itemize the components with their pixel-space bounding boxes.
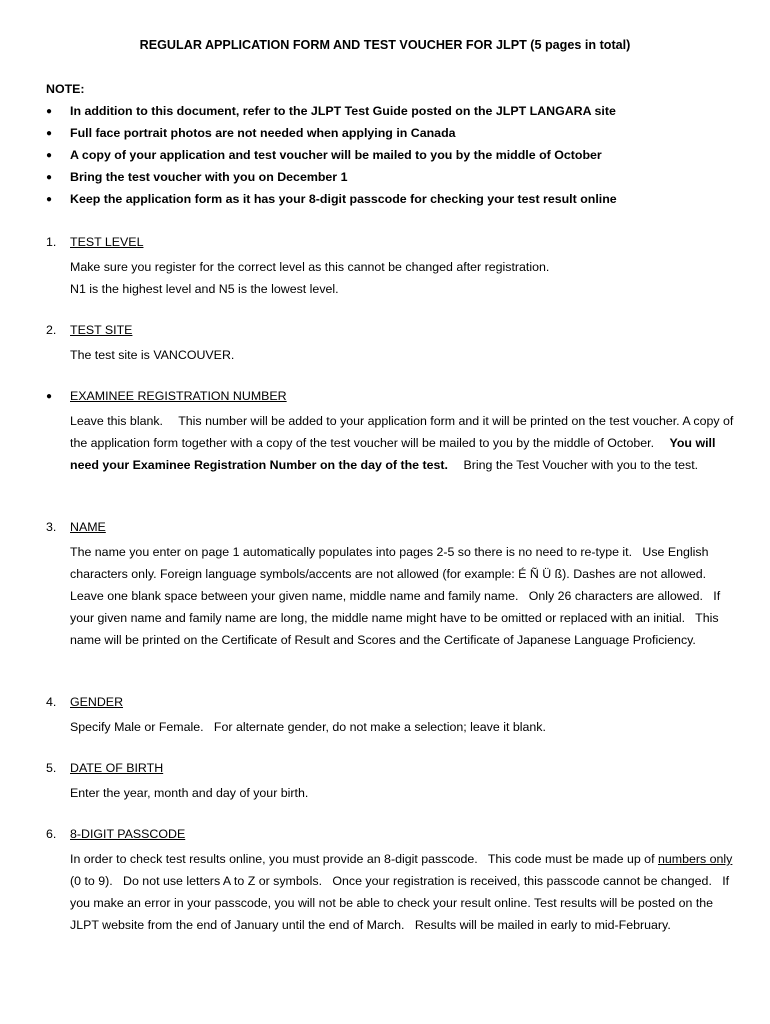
body-line: Make sure you register for the correct level as this cannot be changed after registration. (70, 260, 550, 274)
section-number: 5. (46, 761, 57, 775)
section-passcode (46, 827, 736, 937)
body-line: The test site is VANCOUVER. (70, 348, 235, 362)
body-text-bold: You will need your Examinee Registration Number on the day of the test. (70, 435, 716, 472)
bullet-icon: ● (46, 172, 53, 183)
note-item-text: A copy of your application and test voucher will be mailed to you by the middle of October (70, 148, 602, 162)
note-item-text: Keep the application form as it has your 8-digit passcode for checking your test result online (70, 192, 617, 206)
note-item (46, 104, 617, 126)
section-body: The name you enter on page 1 automatically populates into pages 2-5 so there is no need to re-type it. Use English characters only. Foreign language symbols/accents are not allowed (for example: É Ñ Ü ß). Dashes are not allowed. Leave one blank space between your given name, middle name and family name. Only 26 characters are allowed. If your given name and family name are long, the middle name might have to be omitted or replaced with an initial. This name will be printed on the Certificate of Result and Scores and the Certificate of Japanese Language Proficiency. (70, 545, 724, 647)
note-item-text: Bring the test voucher with you on December 1 (70, 170, 348, 184)
bullet-icon: ● (46, 194, 53, 205)
bullet-icon: ● (46, 150, 53, 161)
body-text: Leave this blank. (70, 414, 163, 428)
section-body (70, 257, 736, 301)
note-item (46, 126, 617, 148)
section-body (70, 345, 736, 367)
page-title: REGULAR APPLICATION FORM AND TEST VOUCHER FOR JLPT (5 pages in total) (139, 38, 631, 52)
note-list (46, 104, 617, 214)
bullet-icon: ● (46, 391, 53, 402)
body-text: Bring the Test Voucher with you to the test. (463, 457, 699, 472)
note-item (46, 192, 617, 214)
note-item-text: In addition to this document, refer to the JLPT Test Guide posted on the JLPT LANGARA site (70, 104, 616, 118)
body-line: N1 is the highest level and N5 is the lowest level. (70, 281, 339, 296)
body-text: (0 to 9). Do not use letters A to Z or symbols. Once your registration is received, this passcode cannot be changed. If you make an error in your passcode, you will not be able to check your result online. Test results will be posted on the JLPT website from the end of January until the end of March. Results will be mailed in early to mid-February. (70, 873, 733, 932)
body-text: This number will be added to your application form and it will be printed on the test voucher. A copy of the application form together with a copy of the test voucher will be mailed to you by the middle of October. (70, 414, 734, 450)
bullet-icon: ● (46, 128, 53, 139)
section-test-level (46, 235, 736, 301)
section-heading: DATE OF BIRTH (70, 761, 164, 775)
section-heading: GENDER (70, 695, 124, 709)
section-test-site (46, 323, 736, 367)
bullet-icon: ● (46, 106, 53, 117)
section-heading: EXAMINEE REGISTRATION NUMBER (70, 389, 287, 403)
note-item-text: Full face portrait photos are not needed when applying in Canada (70, 126, 456, 140)
body-text-underlined: numbers only (657, 852, 733, 866)
section-name (46, 520, 736, 652)
note-item (46, 170, 617, 192)
body-text: In order to check test results online, you must provide an 8-digit passcode. This code must be made up of (70, 852, 655, 866)
section-body: Specify Male or Female. For alternate gender, do not make a selection; leave it blank. (70, 720, 546, 734)
section-body (70, 411, 736, 477)
section-number: 4. (46, 695, 57, 709)
note-heading: NOTE: (46, 82, 85, 96)
section-heading: TEST LEVEL (70, 235, 144, 249)
section-number: 1. (46, 235, 57, 249)
section-registration (46, 389, 736, 477)
section-gender (46, 695, 736, 739)
section-number: 2. (46, 323, 57, 337)
section-number: 6. (46, 827, 57, 841)
section-body (70, 849, 736, 937)
section-heading: 8-DIGIT PASSCODE (70, 827, 186, 841)
note-item (46, 148, 617, 170)
section-heading: NAME (70, 520, 106, 534)
section-body: Enter the year, month and day of your birth. (70, 786, 309, 800)
section-number: 3. (46, 520, 57, 534)
section-date-of-birth (46, 761, 736, 805)
section-heading: TEST SITE (70, 323, 133, 337)
